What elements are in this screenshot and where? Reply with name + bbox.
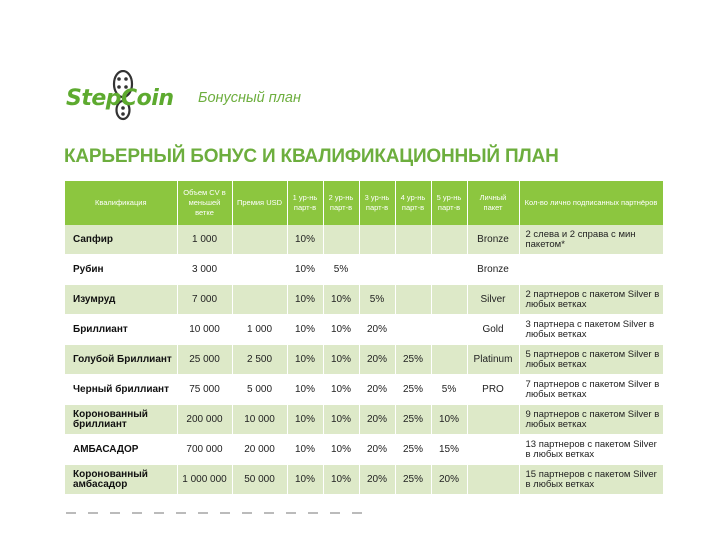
table-cell: 20%: [359, 405, 395, 435]
table-cell: 1 000: [232, 315, 287, 345]
table-cell: 5%: [359, 285, 395, 315]
table-cell: 3 000: [177, 255, 232, 285]
table-cell: [395, 315, 431, 345]
table-row: [65, 285, 663, 315]
table-cell: 25%: [395, 345, 431, 375]
table-row: [65, 315, 663, 345]
partners-requirement: 2 партнеров с пакетом Silver в любых ветках: [519, 285, 663, 315]
table-cell: [359, 255, 395, 285]
column-header: Кол-во лично подписанных партнёров: [519, 181, 663, 225]
table-cell: 1 000: [177, 225, 232, 255]
table-cell: 10%: [323, 465, 359, 495]
table-cell: 20%: [359, 465, 395, 495]
table-cell: 10%: [323, 405, 359, 435]
table-cell: 25 000: [177, 345, 232, 375]
qualification-name: Коронованный амбасадор: [65, 465, 177, 495]
table-cell: [395, 285, 431, 315]
table-cell: [431, 255, 467, 285]
qualification-name: Коронованный бриллиант: [65, 405, 177, 435]
partners-requirement: 13 партнеров с пакетом Silver в любых ветках: [519, 435, 663, 465]
table-row: [65, 225, 663, 255]
table-cell: [431, 225, 467, 255]
table-row: [65, 435, 663, 465]
page-title: КАРЬЕРНЫЙ БОНУС И КВАЛИФИКАЦИОННЫЙ ПЛАН: [64, 146, 559, 167]
table-cell: 200 000: [177, 405, 232, 435]
table-cell: [431, 315, 467, 345]
logo-text: StepCoin: [66, 86, 174, 111]
qualification-name: Бриллиант: [65, 315, 177, 345]
table-cell: 5 000: [232, 375, 287, 405]
table-cell: 10%: [323, 285, 359, 315]
table-cell: Bronze: [467, 225, 519, 255]
qualification-name: Рубин: [65, 255, 177, 285]
table-cell: [323, 225, 359, 255]
partners-requirement: 3 партнера с пакетом Silver в любых ветках: [519, 315, 663, 345]
partners-requirement: 2 слева и 2 справа с мин пакетом*: [519, 225, 663, 255]
table-cell: [431, 285, 467, 315]
table-cell: 10%: [323, 435, 359, 465]
table-cell: 20%: [359, 345, 395, 375]
table-row: [65, 345, 663, 375]
table-row: [65, 255, 663, 285]
table-cell: 50 000: [232, 465, 287, 495]
qualification-name: Черный бриллиант: [65, 375, 177, 405]
table-cell: Platinum: [467, 345, 519, 375]
table-row: [65, 405, 663, 435]
table-cell: 5%: [323, 255, 359, 285]
qualification-table: [65, 181, 664, 495]
table-cell: 10%: [287, 405, 323, 435]
table-cell: 15%: [431, 435, 467, 465]
table-cell: 10%: [287, 225, 323, 255]
table-cell: 25%: [395, 465, 431, 495]
table-cell: 10%: [323, 375, 359, 405]
table-cell: 2 500: [232, 345, 287, 375]
table-cell: 7 000: [177, 285, 232, 315]
table-cell: 10%: [431, 405, 467, 435]
page-subtitle: Бонусный план: [198, 90, 301, 106]
partners-requirement: 5 партнеров с пакетом Silver в любых ветках: [519, 345, 663, 375]
table-cell: Bronze: [467, 255, 519, 285]
column-header: Личный пакет: [467, 181, 519, 225]
partners-requirement: 15 партнеров с пакетом Silver в любых ветках: [519, 465, 663, 495]
table-cell: 20%: [359, 435, 395, 465]
table-row: [65, 465, 663, 495]
table-cell: 20%: [359, 375, 395, 405]
table-cell: [232, 225, 287, 255]
column-header: Квалификация: [65, 181, 177, 225]
qualification-name: АМБАСАДОР: [65, 435, 177, 465]
partners-requirement: 9 партнеров с пакетом Silver в любых ветках: [519, 405, 663, 435]
column-header: 1 ур-нь парт-в: [287, 181, 323, 225]
partners-requirement: [519, 255, 663, 285]
partners-requirement: 7 партнеров с пакетом Silver в любых ветках: [519, 375, 663, 405]
qualification-name: Голубой Бриллиант: [65, 345, 177, 375]
table-cell: 20%: [431, 465, 467, 495]
table-cell: 10%: [287, 315, 323, 345]
qualification-name: Сапфир: [65, 225, 177, 255]
table-cell: [232, 285, 287, 315]
table-cell: 10%: [287, 375, 323, 405]
table-cell: [467, 405, 519, 435]
table-cell: [467, 465, 519, 495]
column-header: 3 ур-нь парт-в: [359, 181, 395, 225]
column-header: 2 ур-нь парт-в: [323, 181, 359, 225]
footnote-line: [66, 512, 366, 514]
table-cell: [359, 225, 395, 255]
table-header-row: [65, 181, 663, 225]
table-cell: 25%: [395, 405, 431, 435]
table-cell: 75 000: [177, 375, 232, 405]
table-cell: PRO: [467, 375, 519, 405]
table-cell: 10 000: [232, 405, 287, 435]
table-cell: 10%: [287, 345, 323, 375]
table-cell: 10%: [323, 345, 359, 375]
table-cell: 10%: [287, 435, 323, 465]
column-header: Объем CV в меньшей ветке: [177, 181, 232, 225]
column-header: Премия USD: [232, 181, 287, 225]
table-cell: Silver: [467, 285, 519, 315]
column-header: 4 ур-нь парт-в: [395, 181, 431, 225]
table-cell: 10%: [323, 315, 359, 345]
table-cell: 10%: [287, 465, 323, 495]
table-cell: 20%: [359, 315, 395, 345]
table-cell: [395, 255, 431, 285]
column-header: 5 ур-нь парт-в: [431, 181, 467, 225]
table-cell: 10 000: [177, 315, 232, 345]
table-cell: 25%: [395, 435, 431, 465]
table-cell: 20 000: [232, 435, 287, 465]
table-cell: [232, 255, 287, 285]
table-cell: 10%: [287, 255, 323, 285]
table-row: [65, 375, 663, 405]
table-cell: [467, 435, 519, 465]
table-cell: 1 000 000: [177, 465, 232, 495]
stepcoin-logo: [66, 70, 181, 122]
table-cell: 25%: [395, 375, 431, 405]
table-cell: Gold: [467, 315, 519, 345]
qualification-name: Изумруд: [65, 285, 177, 315]
table-cell: [395, 225, 431, 255]
table-cell: 10%: [287, 285, 323, 315]
table-cell: 700 000: [177, 435, 232, 465]
table-cell: [431, 345, 467, 375]
table-cell: 5%: [431, 375, 467, 405]
